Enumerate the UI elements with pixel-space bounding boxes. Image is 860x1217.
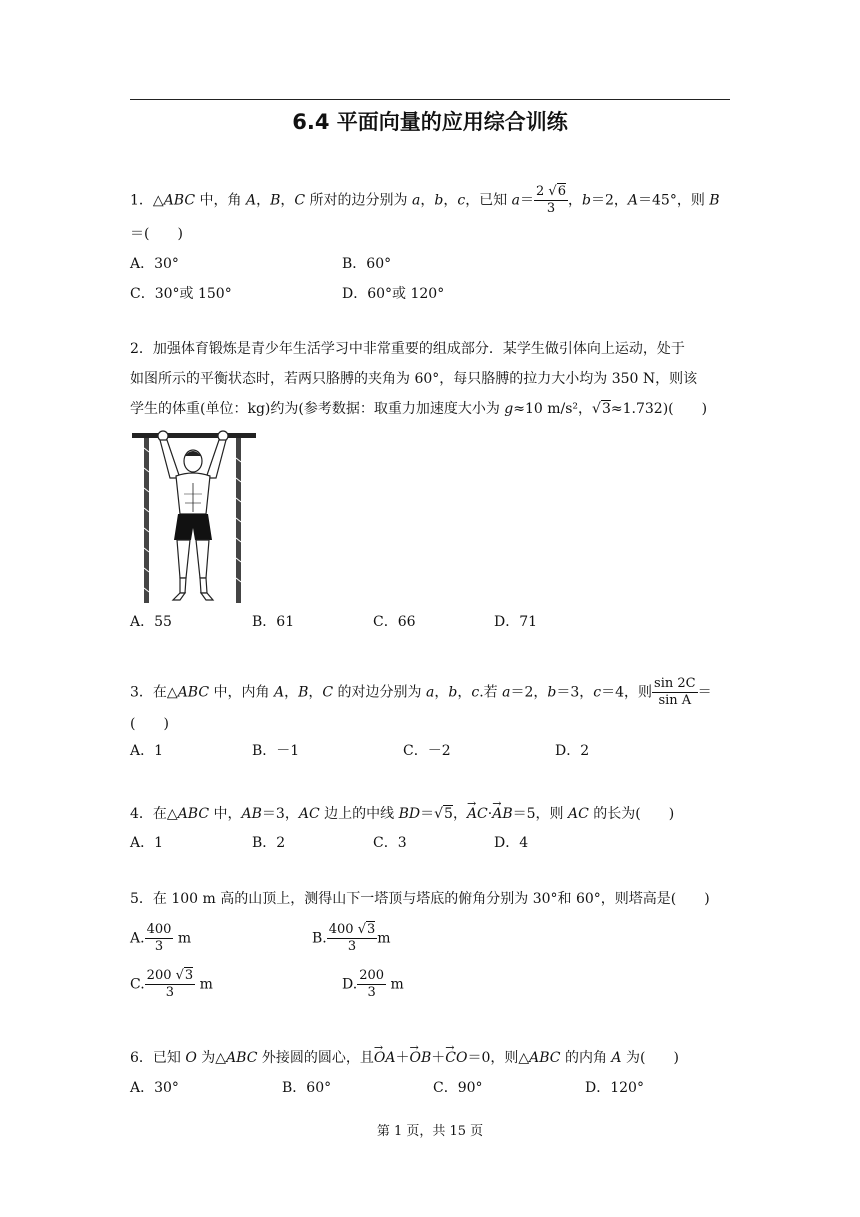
question-1-stem: 1．△ABC 中，角 A，B，C 所对的边分别为 a，b，c，已知 a＝ $\frac{2 √6}{3}$ ，b＝2，A＝45°，则 B — [130, 184, 720, 216]
question-3-stem: 3．在△ABC 中，内角 A，B，C 的对边分别为 a，b，c.若 a＝2，b＝3，c＝4，则 $\frac{\sin 2C}{\text{sin A}}$ ＝ — [130, 676, 712, 708]
question-2-line-2: 如图所示的平衡状态时，若两只胳膊的夹角为 60°，每只胳膊的拉力大小均为 350 N，则该 — [130, 371, 698, 387]
q1-option-d[interactable]: D．60°或 120° — [342, 286, 445, 302]
q4-option-c[interactable]: C．3 — [373, 835, 407, 851]
fraction: $\frac{2 √6}{3}$ — [536, 184, 566, 216]
page-title: 6.4 平面向量的应用综合训练 — [292, 110, 568, 134]
question-3-stem-cont: ( ) — [130, 716, 169, 732]
q2-option-a[interactable]: A．55 — [130, 614, 172, 630]
page-footer: 第 1 页，共 15 页 — [376, 1124, 484, 1139]
pull-up-figure — [130, 428, 258, 606]
q3-option-a[interactable]: A．1 — [130, 743, 164, 759]
q3-option-d[interactable]: D．2 — [555, 743, 590, 759]
q1-option-c[interactable]: C．30°或 150° — [130, 286, 232, 302]
q3-option-c[interactable]: C．－2 — [403, 743, 451, 759]
question-5-stem: 5．在 100 m 高的山顶上，测得山下一塔顶与塔底的俯角分别为 30°和 60°，则塔高是( ) — [130, 891, 710, 907]
question-4-stem: 4．在△ABC 中，AB＝3，AC 边上的中线 BD＝√5，→ AC·→ AB＝5，则 AC 的长为( ) — [130, 804, 674, 824]
q5-option-c[interactable]: C. $\frac{200 √3}{3}$ m — [130, 968, 213, 1000]
question-1-stem-cont: ＝( ) — [130, 226, 183, 242]
q6-option-d[interactable]: D．120° — [585, 1080, 644, 1096]
q5-option-a[interactable]: A. $\frac{400}{3}$ m — [130, 922, 192, 954]
q2-option-c[interactable]: C．66 — [373, 614, 416, 630]
q5-option-d[interactable]: D. $\frac{200}{3}$ m — [342, 968, 404, 1000]
q4-option-b[interactable]: B．2 — [252, 835, 286, 851]
header-rule — [130, 99, 730, 100]
question-6-stem: 6．已知 O 为△ABC 外接圆的圆心，且→ OA＋→ OB＋→ CO＝0，则△ABC 的内角 A 为( ) — [130, 1048, 679, 1068]
left-post — [144, 438, 149, 603]
q2-option-d[interactable]: D．71 — [494, 614, 538, 630]
q5-option-b[interactable]: B. $\frac{400 √3}{3}$ m — [312, 922, 391, 954]
question-2-line-1: 2．加强体育锻炼是青少年生活学习中非常重要的组成部分．某学生做引体向上运动，处于 — [130, 341, 685, 357]
q6-option-b[interactable]: B．60° — [282, 1080, 332, 1096]
q4-option-d[interactable]: D．4 — [494, 835, 529, 851]
q2-option-b[interactable]: B．61 — [252, 614, 295, 630]
q1-option-b[interactable]: B．60° — [342, 256, 392, 272]
q6-option-c[interactable]: C．90° — [433, 1080, 483, 1096]
q3-option-b[interactable]: B．－1 — [252, 743, 300, 759]
question-2-line-3: 学生的体重(单位：kg)约为(参考数据：取重力加速度大小为 g≈10 m/s²，√3≈1.732)( ) — [130, 401, 708, 417]
q4-option-a[interactable]: A．1 — [130, 835, 164, 851]
q6-option-a[interactable]: A．30° — [130, 1080, 179, 1096]
fraction: $\frac{\sin 2C}{\text{sin A}}$ — [654, 676, 696, 708]
pull-up-bar — [132, 433, 256, 438]
q1-option-a[interactable]: A．30° — [130, 256, 179, 272]
